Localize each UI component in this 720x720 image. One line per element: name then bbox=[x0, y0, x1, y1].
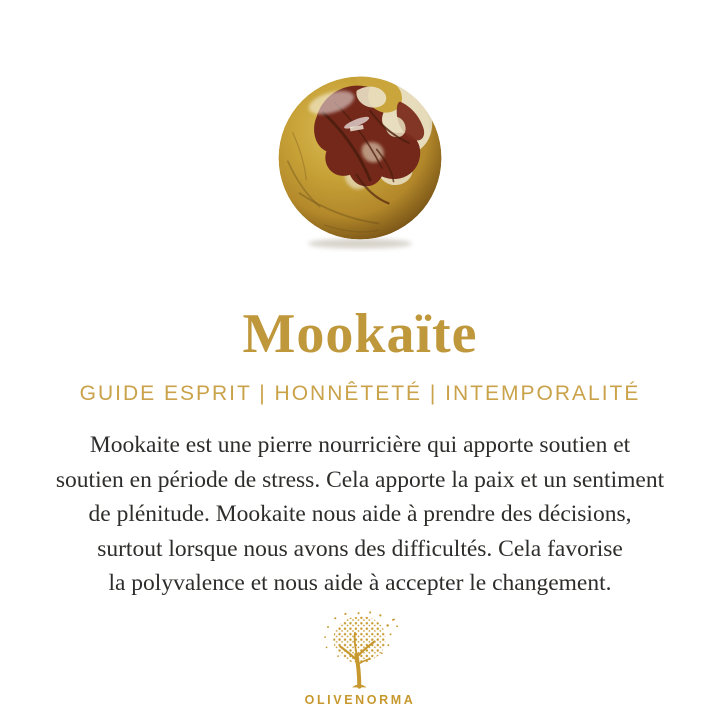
stone-image bbox=[276, 74, 444, 252]
description-line: surtout lorsque nous avons des difficultés. Cela favorise bbox=[97, 535, 623, 562]
description-line: soutien en période de stress. Cela apporte la paix et un sentiment bbox=[55, 466, 665, 493]
brand-name: OLIVENORMA bbox=[304, 692, 416, 707]
description-paragraph bbox=[0, 428, 720, 601]
brand-logo bbox=[305, 611, 416, 707]
mookaite-sphere-photo bbox=[276, 74, 444, 252]
page-title: Mookaïte bbox=[242, 303, 478, 365]
keywords-subtitle: GUIDE ESPRIT | HONNÊTETÉ | INTEMPORALITÉ bbox=[79, 382, 641, 405]
description-line: Mookaite est une pierre nourricière qui apporte soutien et bbox=[89, 432, 631, 458]
description-line: de plénitude. Mookaite nous aide à prendre des décisions, bbox=[88, 501, 632, 527]
tree-of-life-icon bbox=[316, 611, 404, 691]
description-line: la polyvalence et nous aide à accepter le changement. bbox=[108, 570, 612, 596]
